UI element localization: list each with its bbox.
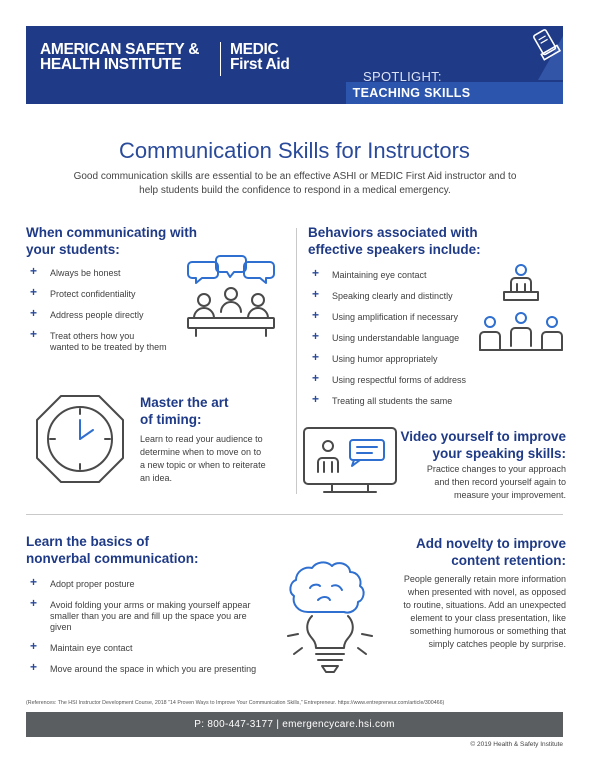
- references-text: (References: The HSI Instructor Development Course, 2018 "14 Proven Ways to Improve Your Communication Skills," Entrepreneur. https://www.entrepreneur.com/article/300466): [26, 700, 445, 706]
- students-heading: When communicating with your students:: [26, 225, 197, 257]
- list-item: + Using understandable language: [312, 329, 460, 343]
- flashlight-icon: [524, 26, 563, 80]
- lightbulb-brain-icon: [282, 560, 378, 680]
- list-item: + Speaking clearly and distinctly: [312, 287, 453, 301]
- novelty-heading: Add novelty to improve content retention:: [415, 536, 566, 568]
- nonverbal-list: [30, 575, 290, 675]
- list-item: + Adopt proper posture: [30, 575, 135, 589]
- spotlight-label: SPOTLIGHT:: [363, 69, 442, 84]
- list-item-continuation: smaller than you are and fill up the space you are: [50, 611, 247, 621]
- students-list: [30, 264, 200, 353]
- footer-contact[interactable]: P: 800-447-3177 | emergencycare.hsi.com: [194, 719, 395, 730]
- list-item: + Avoid folding your arms or making yourself appear: [30, 596, 251, 610]
- list-item: + Using respectful forms of address: [312, 371, 467, 385]
- list-item: + Protect confidentiality: [30, 285, 136, 299]
- nonverbal-heading: Learn the basics of nonverbal communication:: [26, 534, 199, 566]
- footer-bar: [26, 712, 563, 737]
- list-item: + Address people directly: [30, 306, 144, 320]
- ashi-logo: AMERICAN SAFETY & HEALTH INSTITUTE: [40, 41, 200, 73]
- medic-first-aid-logo: MEDIC First Aid: [230, 41, 290, 73]
- logo-divider: [220, 42, 221, 76]
- copyright-text: © 2019 Health & Safety Institute: [470, 741, 563, 748]
- video-heading: Video yourself to improve your speaking skills:: [400, 429, 566, 461]
- list-item: + Treating all students the same: [312, 392, 453, 406]
- clock-icon: [35, 394, 125, 484]
- list-item: + Using humor appropriately: [312, 350, 438, 364]
- header-banner: [26, 26, 563, 104]
- novelty-text: People generally retain more information when presented with novel, as opposed to routine, situations. Add an unexpected element to your class presentation, like something humorous or something that simply catches people by surprise.: [403, 574, 566, 649]
- list-item: + Always be honest: [30, 264, 121, 278]
- page-title: Communication Skills for Instructors: [119, 138, 470, 163]
- list-item: + Using amplification if necessary: [312, 308, 459, 322]
- behaviors-heading: Behaviors associated with effective speakers include:: [308, 225, 481, 257]
- list-item-continuation: wanted to be treated by them: [50, 342, 167, 352]
- behaviors-list: [312, 266, 492, 407]
- presenter-audience-icon: [478, 262, 564, 352]
- list-item: + Move around the space in which you are presenting: [30, 660, 257, 674]
- timing-text: Learn to read your audience to determine when to move on to a new topic or when to reiterate an idea.: [140, 434, 266, 483]
- video-text: Practice changes to your approach and then record yourself again to measure your improvement.: [426, 464, 566, 500]
- list-item: + Maintain eye contact: [30, 639, 133, 653]
- list-item-continuation: given: [50, 622, 72, 632]
- teaching-skills-label: TEACHING SKILLS: [352, 86, 471, 100]
- list-item: + Treat others how you: [30, 327, 135, 341]
- list-item: + Maintaining eye contact: [312, 266, 427, 280]
- intro-text: Good communication skills are essential to be an effective ASHI or MEDIC First Aid instructor and to help students build the confidence to respond in a medical emergency.: [73, 171, 517, 196]
- timing-heading: Master the art of timing:: [140, 395, 229, 427]
- meeting-speech-bubbles-icon: [186, 254, 276, 338]
- section-divider: [26, 514, 563, 515]
